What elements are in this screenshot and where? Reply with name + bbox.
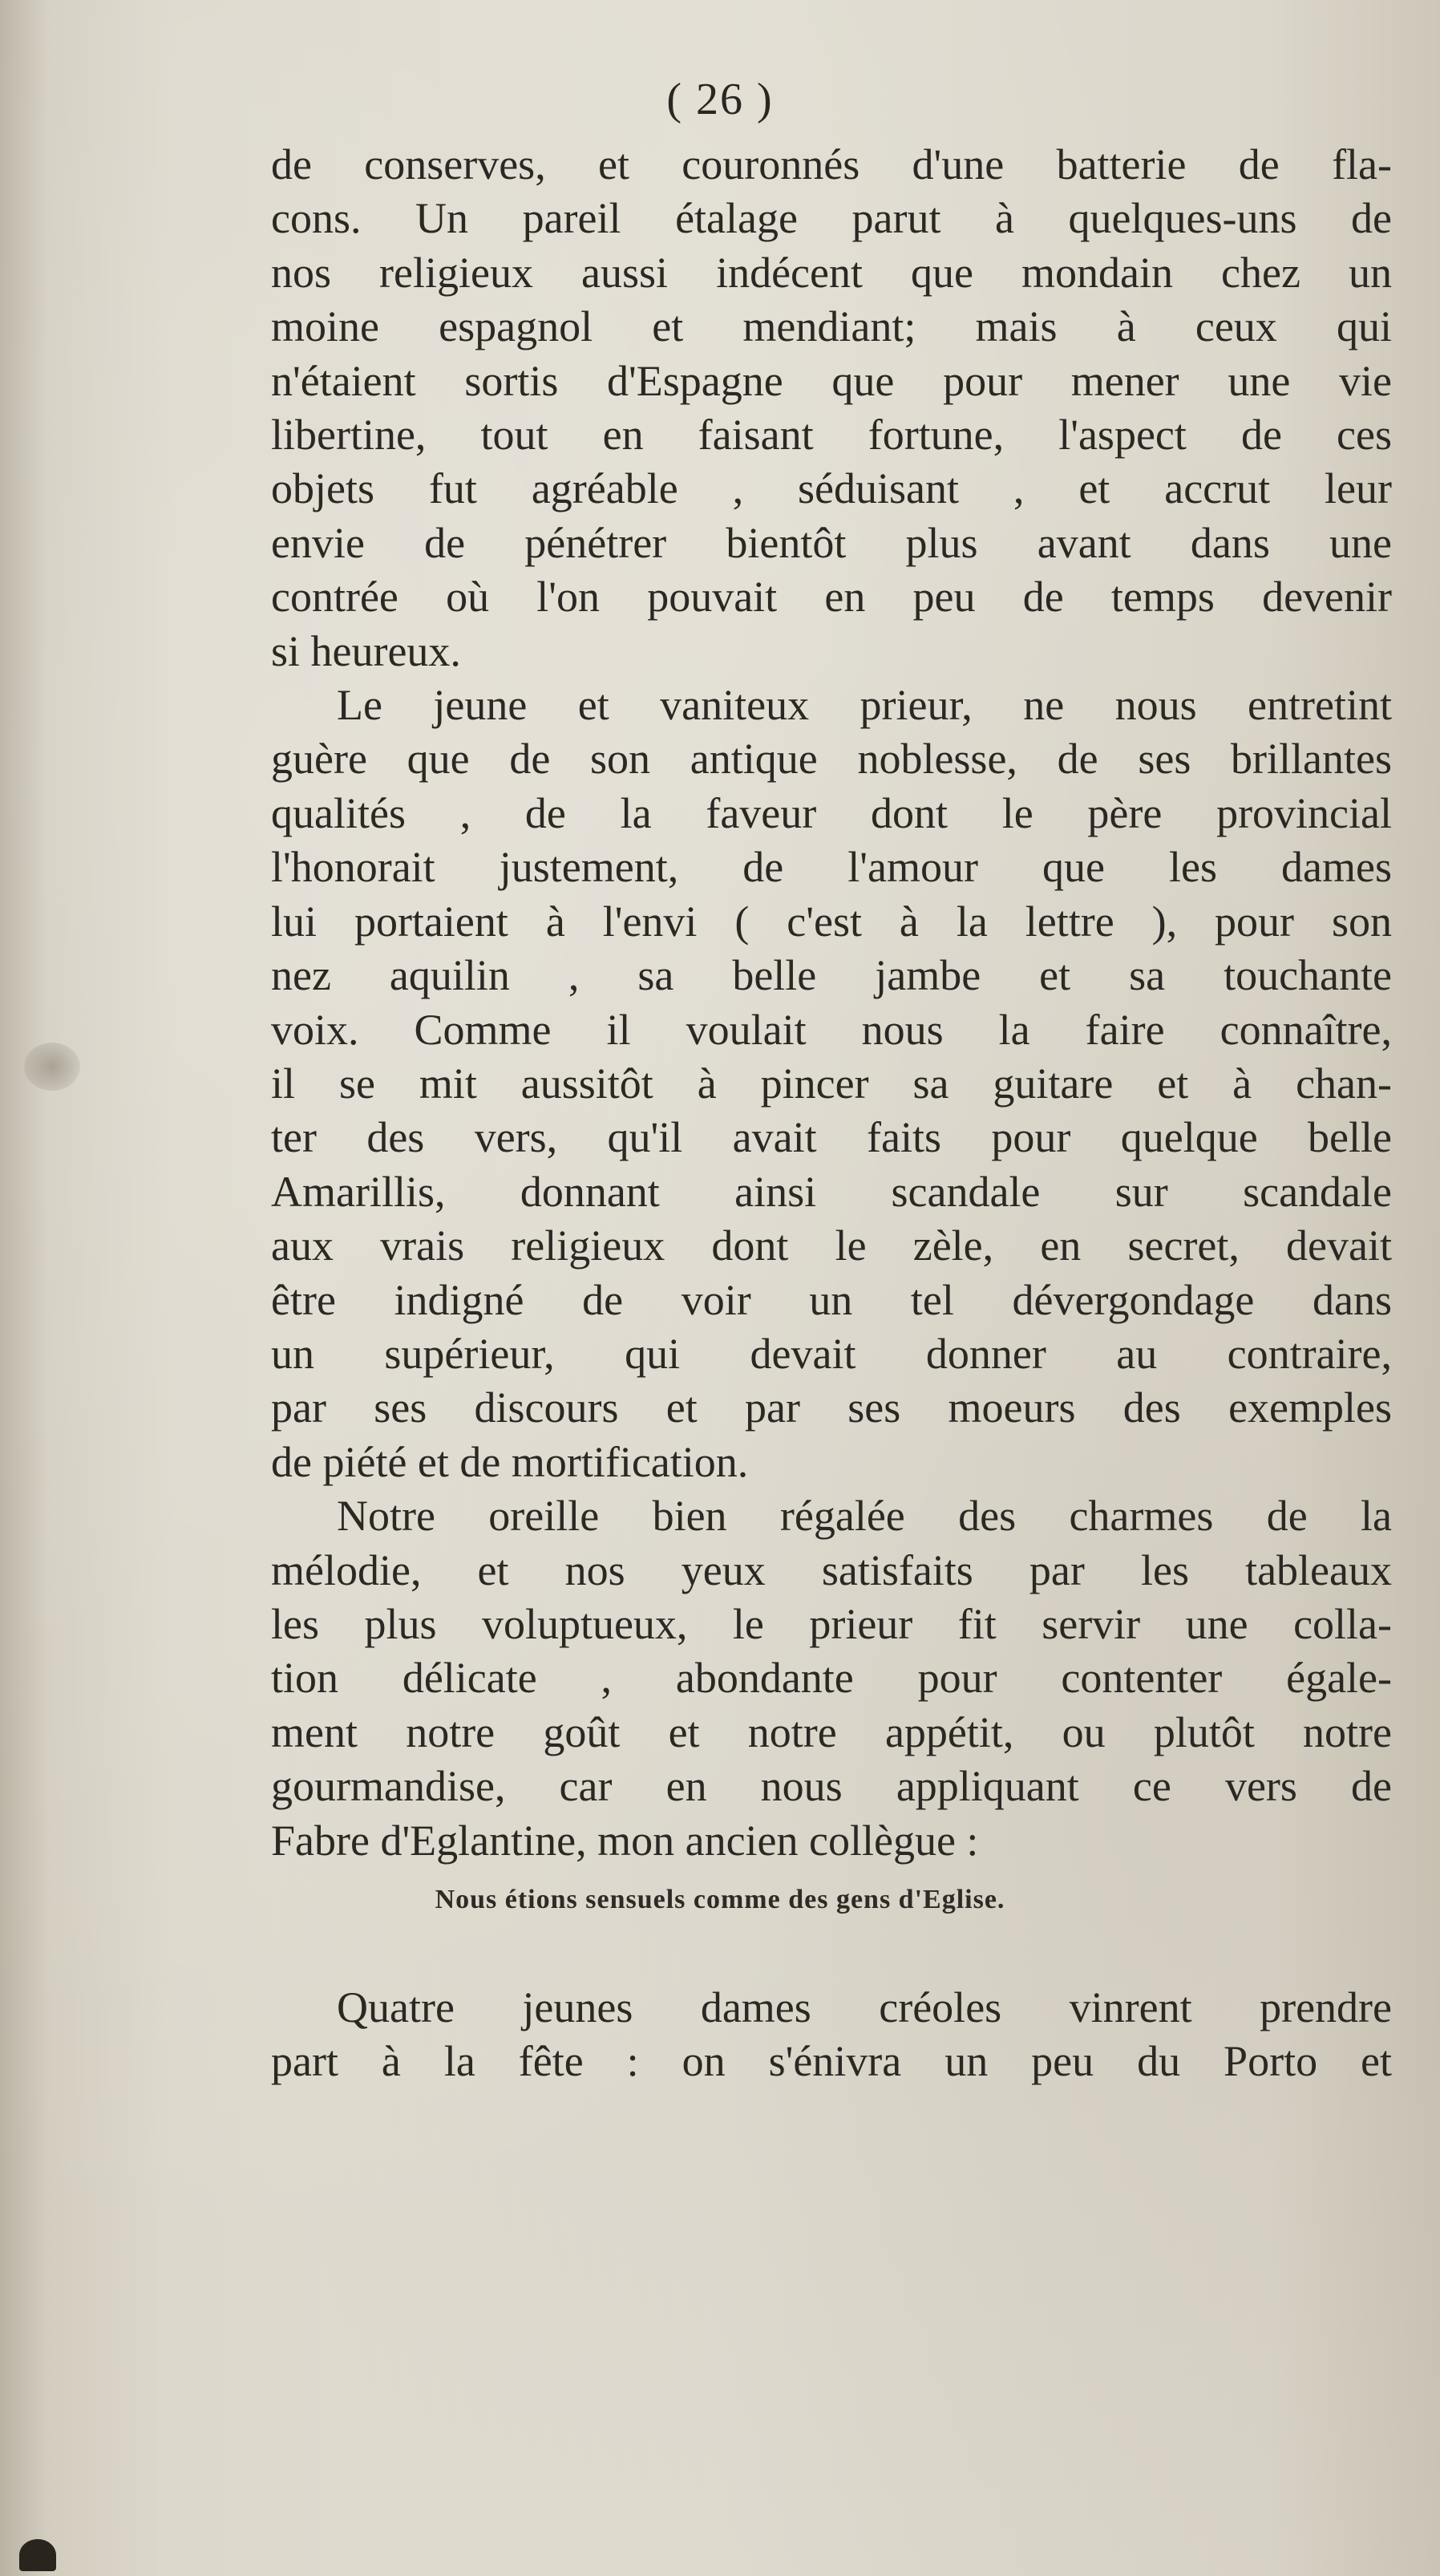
text-line: il se mit aussitôt à pincer sa guitare et à chan- — [271, 1059, 1392, 1108]
text-line: Notre oreille bien régalée des charmes de la — [337, 1492, 1392, 1541]
closing-text — [271, 1981, 1392, 2089]
text-line: contrée où l'on pouvait en peu de temps devenir — [271, 573, 1392, 622]
text-line: lui portaient à l'envi ( c'est à la lettre ), pour son — [271, 897, 1392, 946]
text-line: un supérieur, qui devait donner au contraire, — [271, 1329, 1392, 1378]
text-line: Amarillis, donnant ainsi scandale sur scandale — [271, 1167, 1392, 1216]
text-line: de piété et de mortification. — [271, 1437, 749, 1486]
text-line: objets fut agréable , séduisant , et accrut leur — [271, 464, 1392, 513]
text-line: Fabre d'Eglantine, mon ancien collègue : — [271, 1816, 979, 1865]
text-line: qualités , de la faveur dont le père provincial — [271, 788, 1392, 837]
text-line: voix. Comme il voulait nous la faire connaître, — [271, 1005, 1392, 1054]
page-number: ( 26 ) — [666, 75, 774, 124]
paper-stain — [24, 1043, 80, 1091]
text-line: par ses discours et par ses moeurs des exemples — [271, 1383, 1392, 1432]
text-line: Le jeune et vaniteux prieur, ne nous entretint — [337, 681, 1392, 730]
text-line: gourmandise, car en nous appliquant ce vers de — [271, 1762, 1392, 1811]
text-line: l'honorait justement, de l'amour que les dames — [271, 843, 1392, 892]
text-line: n'étaient sortis d'Espagne que pour mener une vie — [271, 356, 1392, 405]
text-line: nez aquilin , sa belle jambe et sa touchante — [271, 951, 1392, 1000]
text-line: libertine, tout en faisant fortune, l'aspect de ces — [271, 411, 1392, 460]
text-line: part à la fête : on s'énivra un peu du Porto et — [271, 2037, 1392, 2086]
text-line: mélodie, et nos yeux satisfaits par les tableaux — [271, 1545, 1392, 1594]
text-line: tion délicate , abondante pour contenter égale- — [271, 1654, 1392, 1703]
text-line: cons. Un pareil étalage parut à quelques-uns de — [271, 194, 1392, 243]
body-text — [271, 138, 1392, 1868]
text-line: ter des vers, qu'il avait faits pour quelque belle — [271, 1113, 1392, 1162]
text-line: nos religieux aussi indécent que mondain chez un — [271, 248, 1392, 297]
text-line: de conserves, et couronnés d'une batterie de fla- — [271, 140, 1392, 188]
text-line: Quatre jeunes dames créoles vinrent prendre — [337, 1983, 1392, 2031]
text-line: envie de pénétrer bientôt plus avant dans une — [271, 518, 1392, 567]
text-line: ment notre goût et notre appétit, ou plutôt notre — [271, 1707, 1392, 1756]
verse-quote: Nous étions sensuels comme des gens d'Eglise. — [435, 1885, 1005, 1914]
page-fold-shadow — [0, 0, 48, 2576]
text-line: si heureux. — [271, 626, 461, 675]
corner-ink-mark — [19, 2539, 56, 2571]
text-line: aux vrais religieux dont le zèle, en secret, devait — [271, 1221, 1392, 1270]
text-line: être indigné de voir un tel dévergondage dans — [271, 1275, 1392, 1324]
text-line: guère que de son antique noblesse, de ses brillantes — [271, 735, 1392, 784]
text-line: moine espagnol et mendiant; mais à ceux qui — [271, 302, 1392, 351]
text-line: les plus voluptueux, le prieur fit servir une colla- — [271, 1599, 1392, 1648]
